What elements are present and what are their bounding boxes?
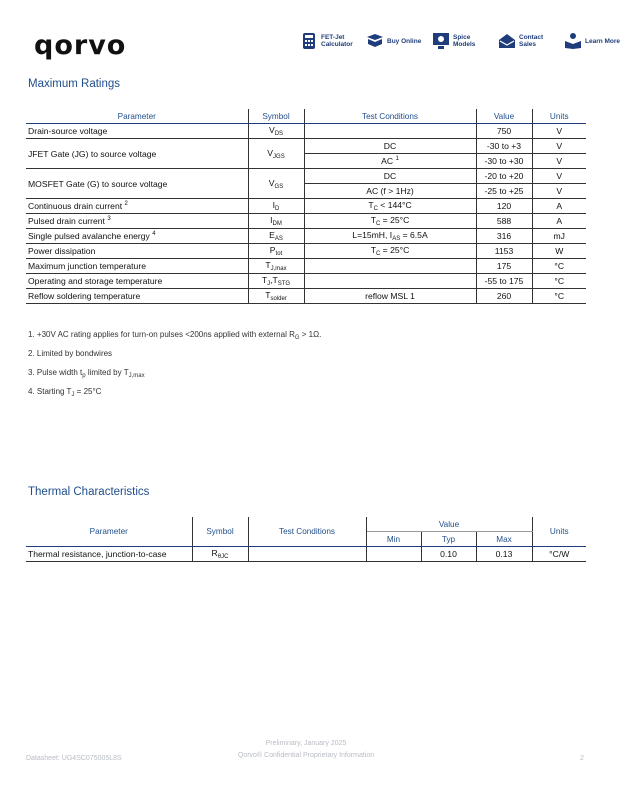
table-row: [26, 289, 586, 304]
symbol-main: T: [265, 260, 271, 270]
cell-units: V: [532, 154, 586, 169]
parameter-text: Reflow soldering temperature: [28, 291, 141, 301]
condition-text: T: [370, 245, 376, 255]
symbol-main: V: [267, 147, 274, 158]
cell-value: -20 to +20: [476, 169, 532, 184]
nav-label: Spice Models: [453, 34, 476, 48]
symbol-main: P: [269, 245, 276, 255]
calculator-icon: [300, 32, 318, 50]
cell-parameter: [26, 229, 248, 244]
mail-icon: [498, 32, 516, 50]
nav-contact-sales[interactable]: [498, 32, 555, 50]
cell-value: -30 to +30: [476, 154, 532, 169]
cell-value: 120: [476, 199, 532, 214]
cell-symbol: [248, 169, 304, 199]
top-nav: [300, 32, 630, 50]
cell-conditions: [304, 169, 476, 184]
qorvo-logo: qorvo: [34, 30, 127, 61]
max-ratings-table: [26, 109, 586, 304]
cell-value: 750: [476, 124, 532, 139]
cell-units: V: [532, 169, 586, 184]
cell-min: [366, 547, 421, 562]
footnote-text: +30V AC rating applies for turn-on pulses <200ns applied with external R: [36, 330, 295, 339]
cell-units: V: [532, 139, 586, 154]
footnote-number: 2.: [28, 349, 35, 358]
footnotes: [28, 327, 321, 403]
symbol-main: I: [270, 215, 273, 225]
spice-icon: [432, 32, 450, 50]
table-row: [26, 547, 586, 562]
symbol-sub: DM: [272, 221, 282, 227]
thermal-title: Thermal Characteristics: [28, 486, 150, 498]
header-value: Value: [476, 109, 532, 124]
cell-symbol: [248, 124, 304, 139]
cell-units: V: [532, 124, 586, 139]
symbol-sub: solder: [270, 296, 287, 302]
condition-text: L=15mH, I: [352, 230, 393, 240]
cell-conditions: [304, 199, 476, 214]
buy-icon: [366, 32, 384, 50]
table-row: [26, 259, 586, 274]
cell-conditions: [248, 547, 366, 562]
cell-symbol: [248, 199, 304, 214]
footnote-ref: 1: [395, 156, 399, 163]
nav-buy-online[interactable]: [366, 32, 423, 50]
footnote-number: 3.: [28, 368, 35, 377]
condition-sub: C: [375, 251, 381, 257]
footnote: [28, 365, 321, 384]
cell-symbol: [248, 244, 304, 259]
parameter-text: Power dissipation: [28, 246, 96, 256]
parameter-text: Maximum junction temperature: [28, 261, 146, 271]
condition-text: AC: [381, 156, 394, 166]
table-row: [26, 244, 586, 259]
header-conditions: Test Conditions: [304, 109, 476, 124]
header-symbol: Symbol: [248, 109, 304, 124]
cell-value: -55 to 175: [476, 274, 532, 289]
symbol-sub: J,max: [270, 266, 287, 272]
table-row: [26, 274, 586, 289]
footnote-rest: = 25°C: [74, 387, 102, 396]
footnote-ref: 4: [152, 231, 156, 238]
header-max: Max: [476, 532, 532, 547]
symbol-rest: ,T: [270, 275, 278, 285]
nav-label: FET-Jet Calculator: [321, 34, 353, 48]
condition-sub: AS: [392, 236, 401, 242]
symbol-sub2: STG: [277, 281, 291, 287]
cell-units: A: [532, 199, 586, 214]
symbol-main: V: [268, 125, 275, 135]
header-symbol: Symbol: [192, 517, 248, 547]
parameter-text: Pulsed drain current: [28, 216, 105, 226]
cell-max: 0.13: [476, 547, 532, 562]
footnote: [28, 384, 321, 403]
cell-symbol: [248, 259, 304, 274]
nav-label: Learn More: [585, 37, 621, 45]
nav-learn-more[interactable]: [564, 32, 621, 50]
condition-text: T: [368, 200, 374, 210]
cell-conditions: [304, 214, 476, 229]
header-parameter: Parameter: [26, 109, 248, 124]
parameter-text: Drain-source voltage: [28, 126, 108, 136]
cell-parameter: [26, 259, 248, 274]
footnote-rest: limited by T: [85, 368, 129, 377]
footer-confidential: Qorvo® Confidential Proprietary Information: [237, 752, 375, 759]
header-typ: Typ: [421, 532, 476, 547]
table-row: [26, 229, 586, 244]
nav-label: Buy Online: [387, 37, 422, 45]
symbol-sub: GS: [274, 183, 284, 190]
thermal-table: [26, 517, 586, 562]
parameter-text: MOSFET Gate (G) to source voltage: [28, 178, 168, 189]
cell-value: 260: [476, 289, 532, 304]
cell-units: °C: [532, 289, 586, 304]
table-header-row: [26, 109, 586, 124]
symbol-sub: DS: [274, 131, 284, 137]
cell-parameter: [26, 139, 248, 169]
learn-icon: [564, 32, 582, 50]
cell-parameter: [26, 244, 248, 259]
cell-value: -30 to +3: [476, 139, 532, 154]
condition-rest: = 6.5A: [400, 230, 428, 240]
footnote-ref: 2: [124, 201, 128, 208]
footnote-sub: G: [294, 335, 300, 341]
table-row: [26, 139, 586, 154]
cell-value: 175: [476, 259, 532, 274]
cell-units: °C/W: [532, 547, 586, 562]
condition-text: reflow MSL 1: [365, 291, 415, 301]
symbol-main: V: [268, 177, 275, 188]
table-row: [26, 214, 586, 229]
parameter-text: Operating and storage temperature: [28, 276, 163, 286]
cell-conditions: [304, 229, 476, 244]
header-units: Units: [532, 109, 586, 124]
footer-preliminary: Preliminary, January 2025: [265, 740, 347, 747]
cell-parameter: [26, 169, 248, 199]
header-parameter: Parameter: [26, 517, 192, 547]
header-units: Units: [532, 517, 586, 547]
footnote-sub: p: [82, 373, 86, 379]
header-value: Value: [366, 517, 532, 532]
cell-units: mJ: [532, 229, 586, 244]
cell-value: 316: [476, 229, 532, 244]
parameter-text: Continuous drain current: [28, 201, 123, 211]
cell-conditions: [304, 274, 476, 289]
cell-parameter: [26, 214, 248, 229]
symbol-sub: θJC: [217, 554, 229, 560]
footer-datasheet: Datasheet: UG4SC075005L8S: [26, 755, 122, 762]
cell-typ: 0.10: [421, 547, 476, 562]
cell-symbol: [192, 547, 248, 562]
table-row: [26, 199, 586, 214]
cell-conditions: [304, 154, 476, 169]
condition-rest: = 25°C: [380, 245, 410, 255]
footnote: [28, 327, 321, 346]
condition-text: DC: [383, 171, 397, 181]
symbol-main: I: [272, 200, 276, 210]
cell-symbol: [248, 214, 304, 229]
symbol-sub: D: [275, 206, 280, 212]
condition-text: T: [370, 215, 376, 225]
footnote-sub: J: [71, 392, 75, 398]
cell-conditions: [304, 289, 476, 304]
symbol-main: T: [265, 290, 271, 300]
cell-units: V: [532, 184, 586, 199]
symbol-sub: tot: [275, 251, 283, 257]
condition-text: AC (f > 1Hz): [366, 186, 414, 196]
footnote-ref: 3: [107, 216, 111, 223]
condition-sub: C: [375, 221, 381, 227]
symbol-sub: JGS: [273, 153, 285, 160]
symbol-main: R: [211, 548, 218, 558]
cell-value: 1153: [476, 244, 532, 259]
footnote-text: Starting T: [36, 387, 72, 396]
condition-sub: C: [373, 206, 378, 212]
cell-symbol: [248, 229, 304, 244]
symbol-sub: AS: [274, 236, 283, 242]
cell-conditions: [304, 139, 476, 154]
footnote-number: 1.: [28, 330, 35, 339]
cell-value: -25 to +25: [476, 184, 532, 199]
symbol-main: T: [261, 275, 268, 285]
cell-symbol: [248, 139, 304, 169]
cell-units: °C: [532, 259, 586, 274]
footnote-rest: > 1Ω.: [299, 330, 322, 339]
nav-label: Contact Sales: [519, 34, 544, 48]
table-row: [26, 124, 586, 139]
footnote-number: 4.: [28, 387, 35, 396]
cell-value: 588: [476, 214, 532, 229]
max-ratings-title: Maximum Ratings: [28, 78, 121, 90]
header-min: Min: [366, 532, 421, 547]
condition-rest: = 25°C: [380, 215, 410, 225]
parameter-text: Single pulsed avalanche energy: [28, 231, 150, 241]
cell-parameter: [26, 124, 248, 139]
symbol-main: E: [269, 230, 275, 240]
footnote-sub2: J,max: [128, 373, 145, 379]
nav-spice-models[interactable]: [432, 32, 489, 50]
cell-conditions: [304, 124, 476, 139]
nav-fet-jet-calculator[interactable]: [300, 32, 357, 50]
cell-conditions: [304, 259, 476, 274]
cell-parameter: [26, 274, 248, 289]
cell-symbol: [248, 274, 304, 289]
condition-rest: < 144°C: [377, 200, 412, 210]
cell-conditions: [304, 244, 476, 259]
table-row: [26, 169, 586, 184]
footnote-text: Limited by bondwires: [36, 349, 113, 358]
page-number: 2: [580, 755, 584, 762]
symbol-sub: J: [267, 281, 271, 287]
cell-parameter: [26, 199, 248, 214]
footnote: [28, 346, 321, 365]
cell-conditions: [304, 184, 476, 199]
cell-parameter: [26, 289, 248, 304]
cell-units: A: [532, 214, 586, 229]
cell-units: °C: [532, 274, 586, 289]
header-conditions: Test Conditions: [248, 517, 366, 547]
condition-text: DC: [383, 141, 397, 151]
cell-symbol: [248, 289, 304, 304]
cell-units: W: [532, 244, 586, 259]
footnote-text: Pulse width t: [36, 368, 83, 377]
parameter-text: JFET Gate (JG) to source voltage: [28, 148, 157, 159]
cell-parameter: Thermal resistance, junction-to-case: [26, 547, 192, 562]
